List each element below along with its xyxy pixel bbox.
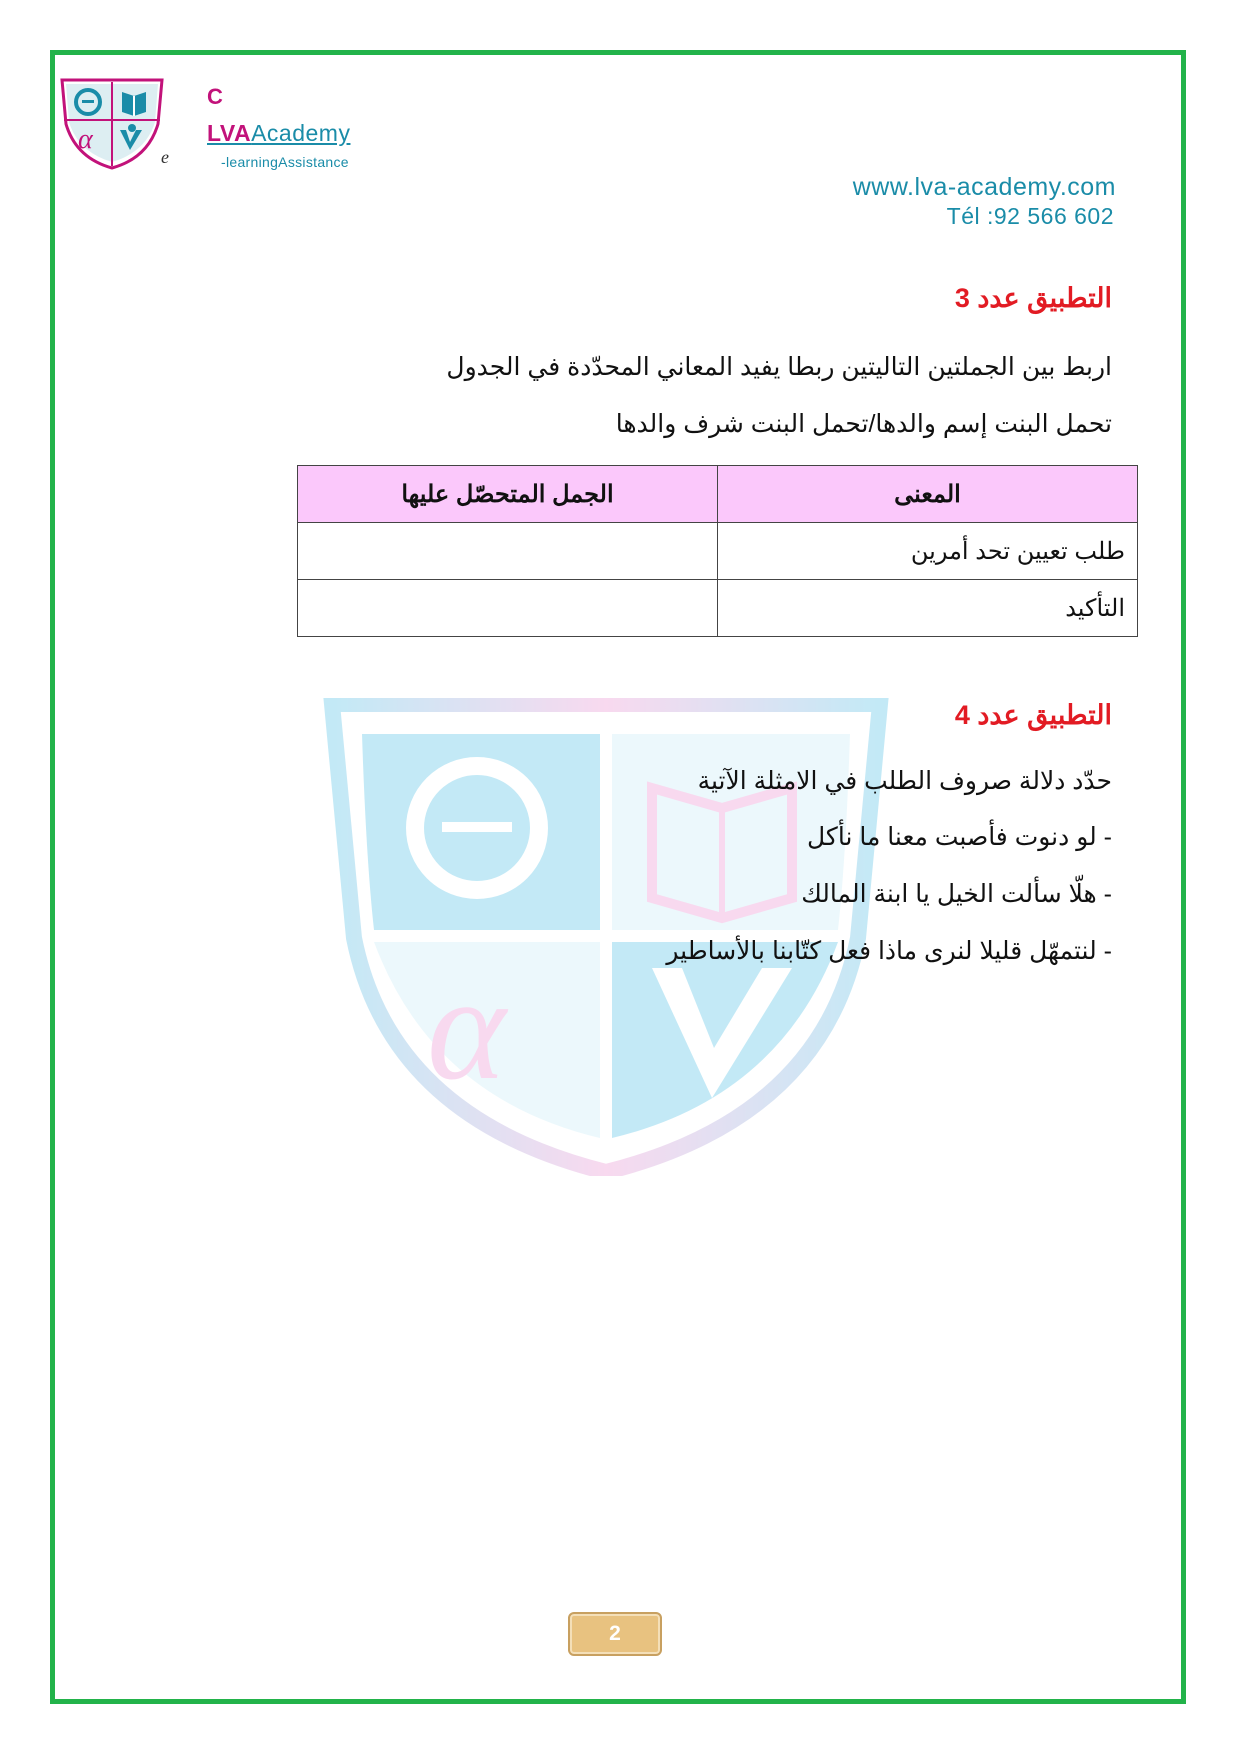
brand-tagline: -learningAssistance [221,154,349,170]
result-sentences-column-header: الجمل المتحصّل عليها [298,466,718,523]
meanings-table [297,465,1138,637]
example-item: - لو دنوت فأصبت معنا ما نأكل [807,823,1112,851]
exercise-3-title: التطبيق عدد 3 [954,283,1112,313]
website-link[interactable]: www.lva-academy.com [852,173,1116,201]
meaning-column-header: المعنى [718,466,1138,523]
meaning-cell: التأكيد [718,580,1138,637]
table-row [298,523,1138,580]
svg-text:α: α [78,124,93,155]
exercise-3-instruction: اربط بين الجملتين التاليتين ربطا يفيد المعاني المحدّدة في الجدول [446,353,1112,381]
example-item: - لنتمهّل قليلا لنرى ماذا فعل كتّابنا بالأساطير [666,937,1112,965]
table-header-row [298,466,1138,523]
academy-logo-icon [58,78,166,170]
table-row [298,580,1138,637]
phone-number: Tél :92 566 602 [946,203,1114,229]
brand-academy: Academy [251,120,351,146]
answer-cell[interactable] [298,523,718,580]
example-item: - هلّا سألت الخيل يا ابنة المالك [801,880,1112,908]
meaning-cell: طلب تعيين تحد أمرين [718,523,1138,580]
brand-name [207,120,350,147]
exercise-3-sentences: تحمل البنت إسم والدها/تحمل البنت شرف والدها [615,410,1112,438]
svg-text:α: α [427,945,506,1111]
logo-e-letter: e [161,147,169,167]
brand-c-letter: C [207,84,223,109]
page-number-badge: 2 [568,1612,662,1656]
exercise-4-title: التطبيق عدد 4 [954,700,1112,730]
exercise-4-instruction: حدّد دلالة صروف الطلب في الامثلة الآتية [697,767,1112,795]
answer-cell[interactable] [298,580,718,637]
brand-lva: LVA [207,120,252,146]
